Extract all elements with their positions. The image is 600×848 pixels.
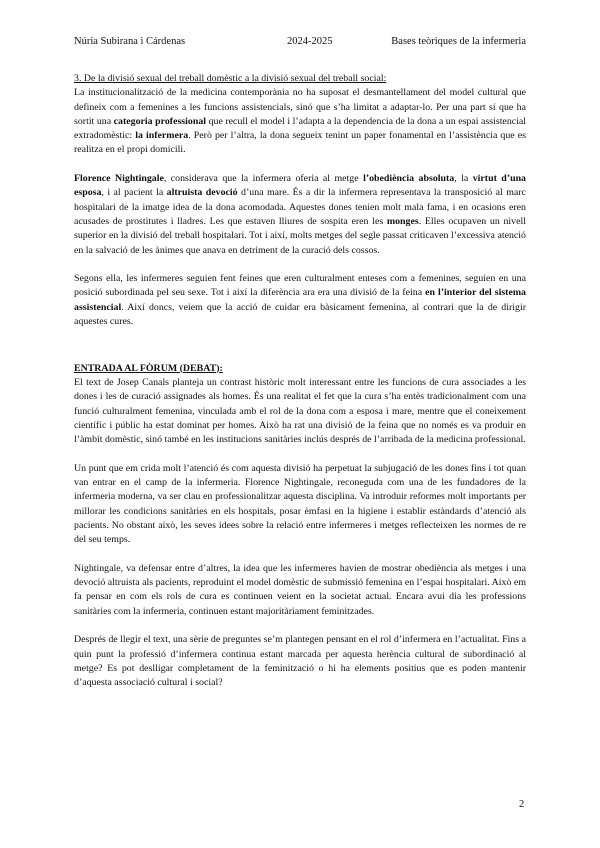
text-run: , la xyxy=(454,173,473,185)
header-author: Núria Subirana i Cárdenas xyxy=(74,36,186,47)
paragraph xyxy=(74,86,526,157)
paragraph: Un punt que em crida molt l’atenció és com aquesta divisió ha perpetuat la subjugació de les dones fins i tot quan van entrar en el camp de la infermeria. Florence Nightingale, reconeguda com una de les fundadores de la infermeria moderna, va ser clau en professionalitzar aquesta disciplina. Va introduir reformes molt importants per millorar les condicions sanitàries en els hospitals, posar èmfasi en la higiene i establir estàndards d’atenció als pacients. No obstant això, les seves idees sobre la relació entre infermeres i metges reflecteixen les normes de re del seu temps. xyxy=(74,462,526,546)
paragraph: Després de llegir el text, una sèrie de preguntes se’m plantegen pensant en el rol d’infermera en l’actualitat. Fins a quin punt la professió d’infermera continua estant marcada per aquesta herència cultural de subordinació al metge? Es pot deslligar completament de la feminització o hi ha elements positius que es poden mantenir d’aquesta associació cultural i social? xyxy=(74,634,526,689)
text-run: Segons ella, les infermeres seguien fent feines que eren culturalment enteses com a femenines, seguien en una posició subordinada pel seu sexe. Tot i així la diferència ara era una divisió de la feina xyxy=(74,273,526,299)
text-run: . Elles ocupaven un nivell superior en la divisió del treball hospitalari. Tot i així, molts metges del segle passat criticaven l’excessiva atenció en la salvació de les ànimes que anava en detriment de la curació dels cossos. xyxy=(74,215,526,256)
header-title: Bases teòriques de la infermeria xyxy=(391,36,526,47)
bold-term: monges xyxy=(386,215,419,227)
text-run: d’una mare. És a dir la infermera representava la transposició al marc hospitalari de la imatge idea de la dona acomodada. Aquestes dones tenien molt mala fama, i en ocasions eren acusades de prostitutes i lladres. Les que estaven lliures de sospita eren les xyxy=(74,187,526,227)
bold-term: en l’interior del sistema assistencial xyxy=(74,287,526,313)
document-body xyxy=(74,72,526,705)
text-run: . Així doncs, veiem que la acció de cuidar era bàsicament femenina, al contrari que la de dirigir aquestes cures. xyxy=(74,301,526,328)
text-run: . Però per l’altra, la dona segueix tenint un paper fonamental en l’assistència que es realitza en el propi domicili. xyxy=(74,130,526,156)
page-number: 2 xyxy=(519,799,525,810)
paragraph xyxy=(74,272,526,329)
text-run: La institucionalització de la medicina contemporània no ha suposat el desmantellament del model cultural que defineix com a femenines a les funcions assistencials, sinó que s’ha limitat a adaptar-lo. Per una part sí que ha sortit una xyxy=(74,87,526,127)
paragraph: El text de Josep Canals planteja un contrast històric molt interessant entre les funcions de cura associades a les dones i les de curació assignades als homes. És una realitat el fet que la cura s’ha entès tradicionalment com una funció culturalment femenina, vinculada amb el rol de la dona com a esposa i mare, mentre que el coneixement científic i públic ha estat dominat per homes. Això ha rat una divisió de la feina que no només es va produir en l’àmbit domèstic, sinó també en les institucions sanitàries inclús després de l’arribada de la medicina professional. xyxy=(74,376,526,446)
forum-heading: ENTRADA AL FÒRUM (DEBAT): xyxy=(74,362,223,374)
header-year: 2024-2025 xyxy=(287,36,333,47)
paragraph: Nightingale, va defensar entre d’altres, la idea que les infermeres havien de mostrar obediència als metges i una devoció altruista als pacients, reproduint el model domèstic de submissió femenina en l’espai hospitalari. Això em fa pensar en com els rols de cura es continuen veient en la societat actual. Encara avui dia les professions sanitàries com la infermeria, continuen estant majoritàriament feminitzades. xyxy=(74,562,526,617)
bold-term: l’obediència absoluta xyxy=(363,173,455,185)
text-run: , considerava que la infermera oferia al metge xyxy=(163,173,364,185)
bold-term: altruista devoció xyxy=(166,187,238,199)
page-header xyxy=(74,36,526,50)
text-run: , i al pacient la xyxy=(101,187,167,199)
bold-term: categoria professional xyxy=(113,115,207,127)
section-heading: 3. De la divisió sexual del treball domèstic a la divisió sexual del treball social: xyxy=(74,73,387,84)
bold-term: Florence Nightingale xyxy=(74,173,164,185)
paragraph xyxy=(74,172,526,258)
text-run: que recull el model i l’adapta a la dependencia de la dona a un espai assistencial extradomèstic: xyxy=(74,115,527,142)
bold-term: la infermera xyxy=(135,130,189,142)
bold-term: virtut d’una esposa xyxy=(74,173,526,199)
